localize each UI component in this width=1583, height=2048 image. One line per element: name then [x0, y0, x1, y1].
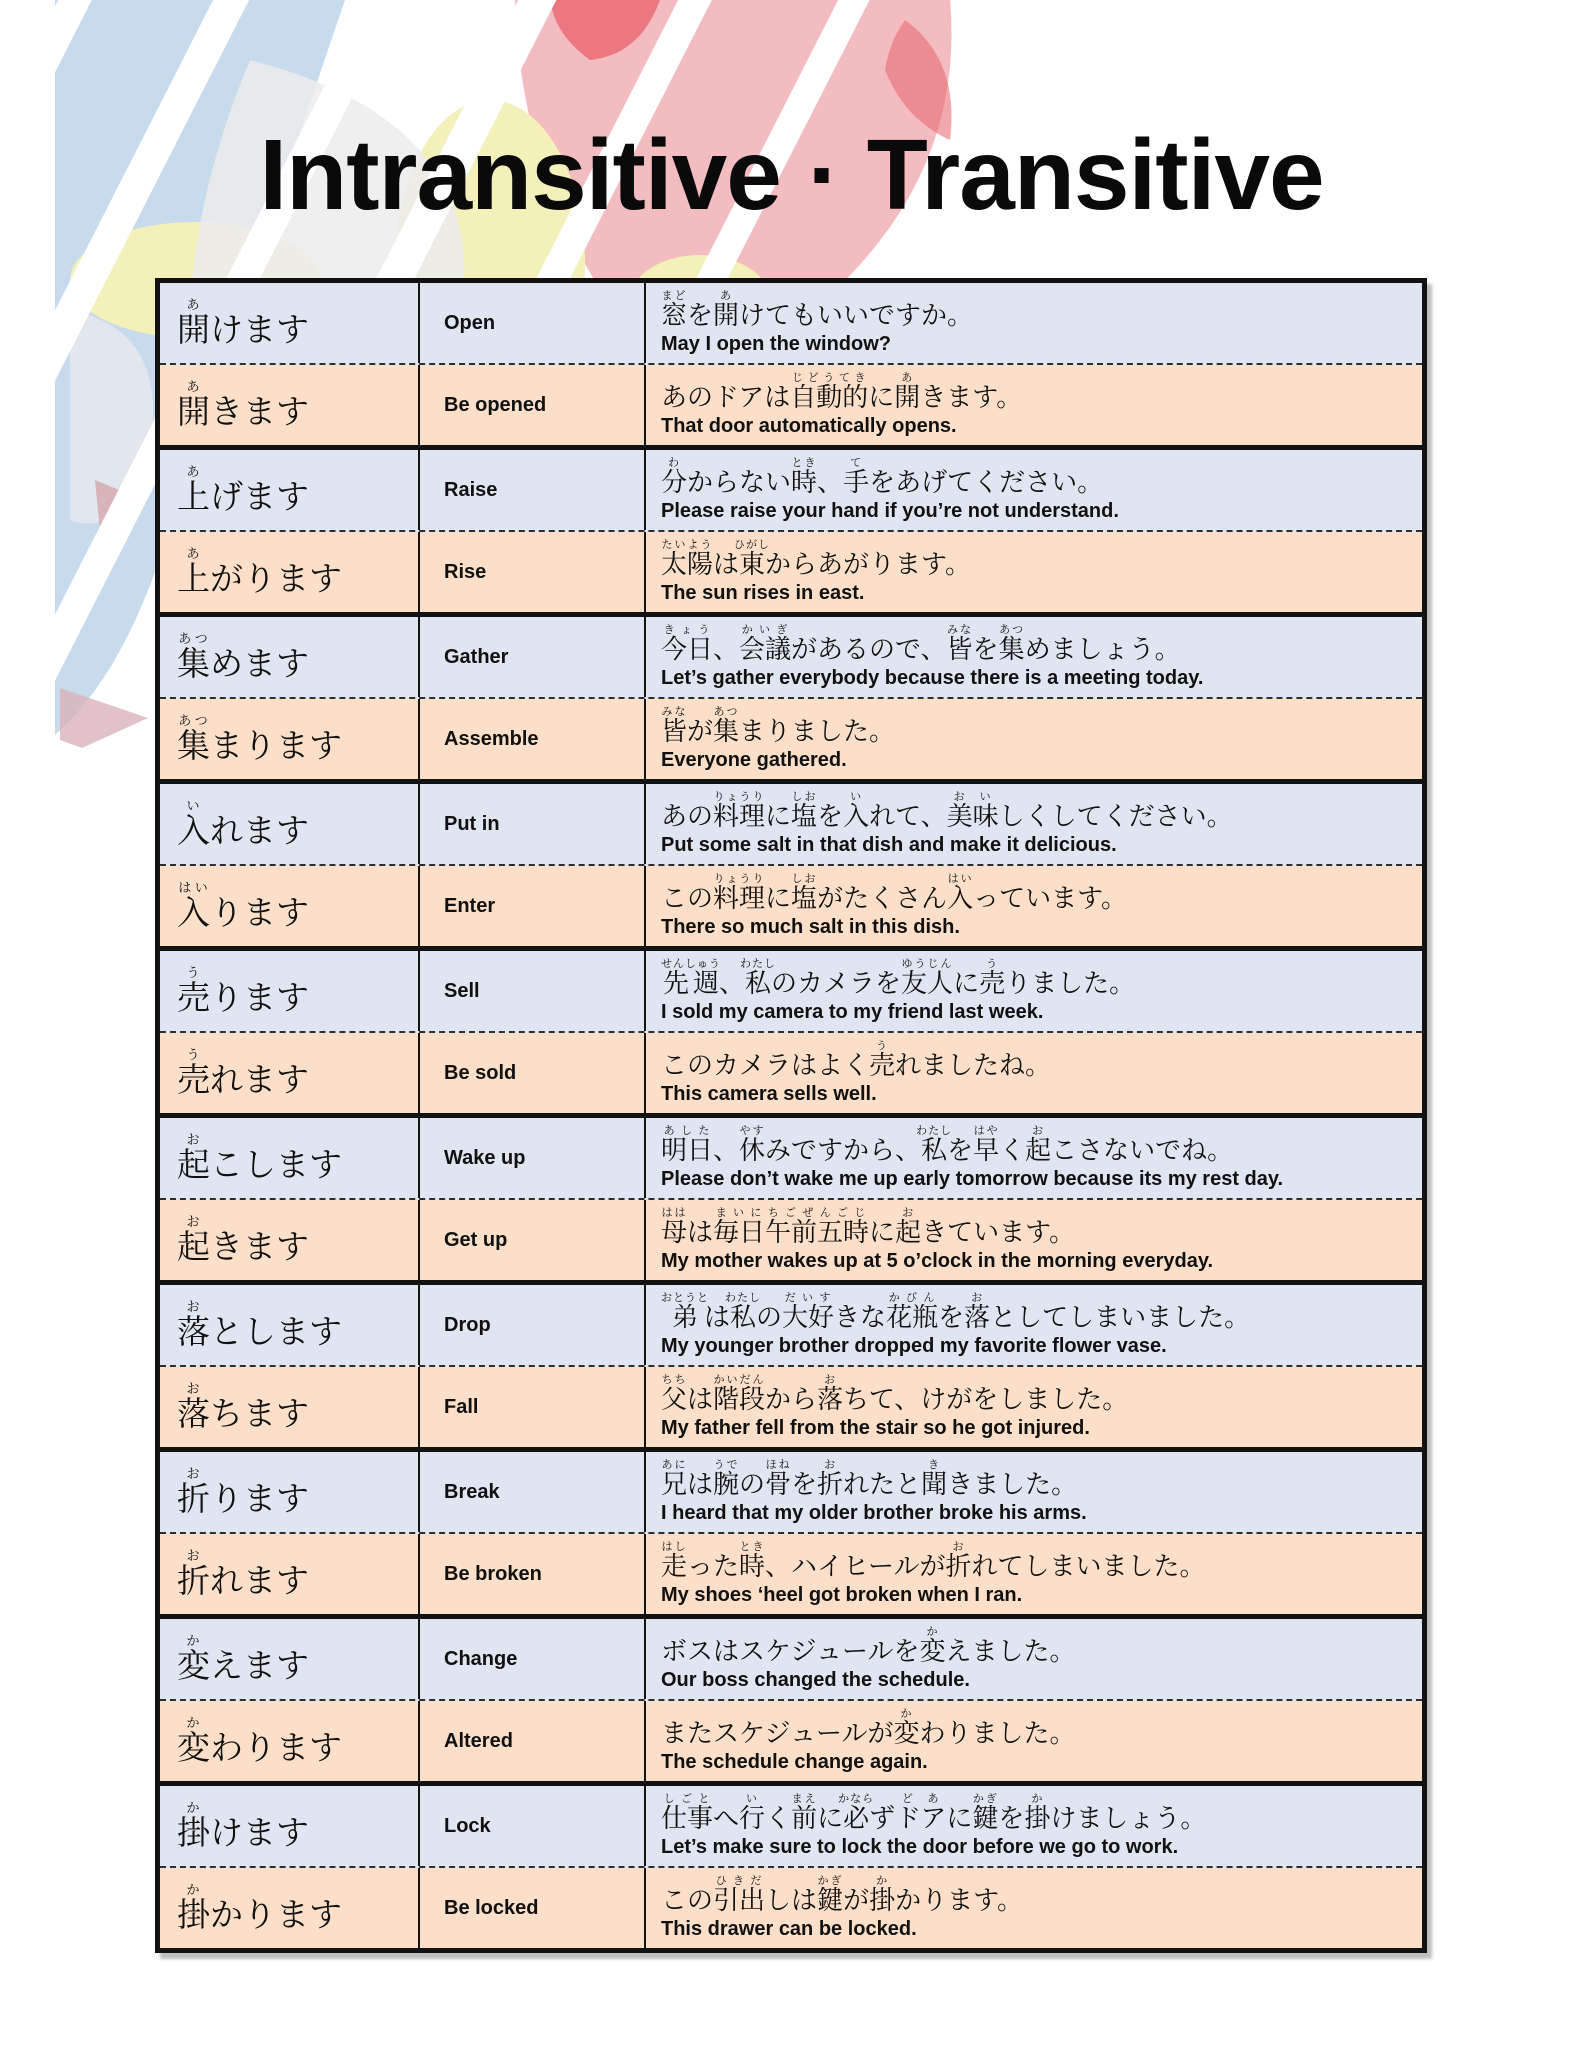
meaning-cell: [420, 866, 646, 946]
table-row-intransitive: [160, 1868, 1422, 1948]
meaning-cell: [420, 283, 646, 363]
meaning-text: Be locked: [444, 1896, 539, 1919]
meaning-text: Lock: [444, 1814, 491, 1837]
example-cell: [646, 450, 1422, 530]
verb-pair-group: [160, 612, 1422, 779]
verb-cell: [160, 1285, 420, 1365]
meaning-cell: [420, 1033, 646, 1113]
meaning-text: Wake up: [444, 1146, 526, 1169]
example-cell: [646, 784, 1422, 864]
example-english: Put some salt in that dish and make it delicious.: [661, 834, 1117, 856]
verb-cell: [160, 1786, 420, 1866]
example-japanese: この料理りょうりに塩しおがたくさん入はいっています。: [661, 872, 1128, 914]
verb-text: 変かわります: [177, 1716, 342, 1768]
meaning-cell: [420, 365, 646, 445]
page-title: Intransitive · Transitive: [259, 119, 1324, 231]
verb-cell: [160, 951, 420, 1031]
meaning-cell: [420, 1118, 646, 1198]
example-english: This camera sells well.: [661, 1083, 877, 1105]
table-row-intransitive: [160, 1033, 1422, 1113]
verb-table: [155, 278, 1427, 1953]
meaning-text: Be broken: [444, 1562, 542, 1585]
verb-cell: [160, 1619, 420, 1699]
verb-cell: [160, 1534, 420, 1614]
example-cell: [646, 283, 1422, 363]
example-japanese: 分わからない時とき、手てをあげてください。: [661, 456, 1104, 498]
meaning-cell: [420, 1868, 646, 1948]
meaning-text: Get up: [444, 1228, 508, 1251]
example-japanese: 先週せんしゅう、私わたしのカメラを友人ゆうじんに売うりました。: [661, 957, 1136, 999]
verb-cell: [160, 1701, 420, 1781]
example-english: The sun rises in east.: [661, 582, 865, 604]
meaning-text: Sell: [444, 979, 480, 1002]
verb-cell: [160, 866, 420, 946]
verb-text: 開あきます: [177, 380, 309, 432]
example-japanese: あのドアは自動的じどうてきに開あきます。: [661, 371, 1023, 413]
meaning-cell: [420, 699, 646, 779]
meaning-cell: [420, 1701, 646, 1781]
example-english: My younger brother dropped my favorite flower vase.: [661, 1335, 1167, 1357]
meaning-cell: [420, 1534, 646, 1614]
verb-text: 起おこします: [177, 1133, 342, 1185]
verb-text: 掛かけます: [177, 1801, 309, 1853]
example-japanese: またスケジュールが変かわりました。: [661, 1707, 1076, 1749]
meaning-cell: [420, 951, 646, 1031]
example-cell: [646, 1200, 1422, 1280]
example-cell: [646, 1868, 1422, 1948]
example-japanese: 走はしった時とき、ハイヒールが折おれてしまいました。: [661, 1540, 1206, 1582]
verb-text: 折おります: [177, 1467, 309, 1519]
verb-text: 落おちます: [177, 1382, 309, 1434]
example-cell: [646, 951, 1422, 1031]
verb-text: 落おとします: [177, 1300, 342, 1352]
verb-pair-group: [160, 283, 1422, 445]
verb-cell: [160, 283, 420, 363]
example-japanese: このカメラはよく売うれましたね。: [661, 1039, 1052, 1081]
meaning-cell: [420, 617, 646, 697]
meaning-text: Open: [444, 311, 496, 334]
meaning-text: Be sold: [444, 1061, 517, 1084]
meaning-text: Raise: [444, 478, 498, 501]
example-japanese: 母ははは毎日午前五時まいにちごぜんごじに起おきています。: [661, 1206, 1075, 1248]
table-row-transitive: [160, 1452, 1422, 1534]
verb-pair-group: [160, 779, 1422, 946]
table-row-intransitive: [160, 866, 1422, 946]
example-japanese: 今日きょう、会議かいぎがあるので、皆みなを集あつめましょう。: [661, 623, 1181, 665]
example-english: Our boss changed the schedule.: [661, 1669, 970, 1691]
example-japanese: この引出ひきだしは鍵かぎが掛かかります。: [661, 1874, 1024, 1916]
table-row-transitive: [160, 784, 1422, 866]
verb-text: 売うれます: [177, 1048, 309, 1100]
meaning-cell: [420, 1452, 646, 1532]
verb-cell: [160, 1033, 420, 1113]
verb-pair-group: [160, 445, 1422, 612]
verb-pair-group: [160, 1113, 1422, 1280]
meaning-text: Fall: [444, 1395, 479, 1418]
table-row-transitive: [160, 1619, 1422, 1701]
example-japanese: 太陽たいようは東ひがしからあがります。: [661, 538, 971, 580]
verb-cell: [160, 699, 420, 779]
example-english: This drawer can be locked.: [661, 1918, 917, 1940]
verb-pair-group: [160, 946, 1422, 1113]
example-cell: [646, 1285, 1422, 1365]
verb-text: 集あつまります: [177, 714, 342, 766]
meaning-cell: [420, 1285, 646, 1365]
example-english: Please raise your hand if you’re not understand.: [661, 500, 1119, 522]
meaning-text: Drop: [444, 1313, 491, 1336]
table-row-transitive: [160, 617, 1422, 699]
meaning-text: Enter: [444, 894, 496, 917]
verb-text: 上あげます: [177, 465, 309, 517]
example-english: My father fell from the stair so he got injured.: [661, 1417, 1090, 1439]
example-english: There so much salt in this dish.: [661, 916, 960, 938]
example-cell: [646, 1701, 1422, 1781]
meaning-cell: [420, 1367, 646, 1447]
verb-text: 入はいります: [177, 881, 309, 933]
verb-text: 掛かかります: [177, 1883, 342, 1935]
verb-text: 売うります: [177, 966, 309, 1018]
example-cell: [646, 617, 1422, 697]
verb-cell: [160, 1367, 420, 1447]
table-row-intransitive: [160, 1200, 1422, 1280]
example-cell: [646, 1786, 1422, 1866]
meaning-text: Altered: [444, 1729, 513, 1752]
example-japanese: 窓まどを開あけてもいいですか。: [661, 289, 974, 331]
verb-text: 上あがります: [177, 547, 342, 599]
verb-cell: [160, 1200, 420, 1280]
verb-text: 起おきます: [177, 1215, 309, 1267]
example-english: I sold my camera to my friend last week.: [661, 1001, 1044, 1023]
table-row-transitive: [160, 1786, 1422, 1868]
example-japanese: 仕事しごとへ行いく前まえに必かならずドアどあに鍵かぎを掛かけましょう。: [661, 1792, 1207, 1834]
verb-cell: [160, 532, 420, 612]
example-english: Let’s make sure to lock the door before we go to work.: [661, 1836, 1179, 1858]
verb-cell: [160, 617, 420, 697]
verb-text: 変かえます: [177, 1634, 309, 1686]
meaning-text: Rise: [444, 560, 487, 583]
table-row-intransitive: [160, 1367, 1422, 1447]
example-japanese: あの料理りょうりに塩しおを入いれて、美味おいしくしてください。: [661, 790, 1233, 832]
table-row-transitive: [160, 1285, 1422, 1367]
meaning-text: Change: [444, 1647, 518, 1670]
example-english: Let’s gather everybody because there is a meeting today.: [661, 667, 1204, 689]
verb-cell: [160, 1868, 420, 1948]
example-cell: [646, 1367, 1422, 1447]
example-english: My shoes ‘heel got broken when I ran.: [661, 1584, 1023, 1606]
example-cell: [646, 1619, 1422, 1699]
example-cell: [646, 866, 1422, 946]
verb-cell: [160, 450, 420, 530]
example-cell: [646, 532, 1422, 612]
meaning-cell: [420, 1200, 646, 1280]
meaning-text: Gather: [444, 645, 509, 668]
meaning-text: Be opened: [444, 393, 547, 416]
example-japanese: 皆みなが集あつまりました。: [661, 705, 896, 747]
example-english: May I open the window?: [661, 333, 891, 355]
verb-text: 入いれます: [177, 799, 309, 851]
example-cell: [646, 365, 1422, 445]
meaning-cell: [420, 1786, 646, 1866]
example-english: Everyone gathered.: [661, 749, 847, 771]
example-english: Please don’t wake me up early tomorrow because its my rest day.: [661, 1168, 1284, 1190]
verb-cell: [160, 1118, 420, 1198]
example-japanese: 弟おとうとは私わたしの大好だいすきな花瓶かびんを落おとしてしまいました。: [661, 1291, 1251, 1333]
table-row-transitive: [160, 283, 1422, 365]
meaning-cell: [420, 784, 646, 864]
verb-text: 開あけます: [177, 298, 309, 350]
example-cell: [646, 699, 1422, 779]
meaning-cell: [420, 450, 646, 530]
example-english: My mother wakes up at 5 o’clock in the morning everyday.: [661, 1250, 1214, 1272]
verb-pair-group: [160, 1280, 1422, 1447]
verb-cell: [160, 1452, 420, 1532]
verb-pair-group: [160, 1781, 1422, 1948]
example-english: That door automatically opens.: [661, 415, 957, 437]
table-row-intransitive: [160, 1701, 1422, 1781]
meaning-text: Break: [444, 1480, 500, 1503]
example-cell: [646, 1534, 1422, 1614]
meaning-cell: [420, 532, 646, 612]
table-row-transitive: [160, 450, 1422, 532]
verb-pair-group: [160, 1447, 1422, 1614]
meaning-text: Put in: [444, 812, 500, 835]
verb-cell: [160, 784, 420, 864]
example-english: The schedule change again.: [661, 1751, 928, 1773]
example-japanese: ボスはスケジュールを変かえました。: [661, 1625, 1076, 1667]
table-row-transitive: [160, 1118, 1422, 1200]
example-japanese: 父ちちは階段かいだんから落おちて、けがをしました。: [661, 1373, 1129, 1415]
example-english: I heard that my older brother broke his arms.: [661, 1502, 1087, 1524]
table-row-intransitive: [160, 365, 1422, 445]
verb-pair-group: [160, 1614, 1422, 1781]
example-cell: [646, 1452, 1422, 1532]
meaning-cell: [420, 1619, 646, 1699]
example-japanese: 兄あには腕うでの骨ほねを折おれたと聞ききました。: [661, 1458, 1078, 1500]
example-japanese: 明日あした、休やすみですから、私わたしを早はやく起おこさないでね。: [661, 1124, 1234, 1166]
table-row-intransitive: [160, 532, 1422, 612]
verb-text: 折おれます: [177, 1549, 309, 1601]
table-row-transitive: [160, 951, 1422, 1033]
deco-dustypink-shape: [60, 688, 148, 748]
table-row-intransitive: [160, 699, 1422, 779]
table-row-intransitive: [160, 1534, 1422, 1614]
verb-cell: [160, 365, 420, 445]
example-cell: [646, 1118, 1422, 1198]
verb-text: 集あつめます: [177, 632, 309, 684]
meaning-text: Assemble: [444, 727, 539, 750]
example-cell: [646, 1033, 1422, 1113]
